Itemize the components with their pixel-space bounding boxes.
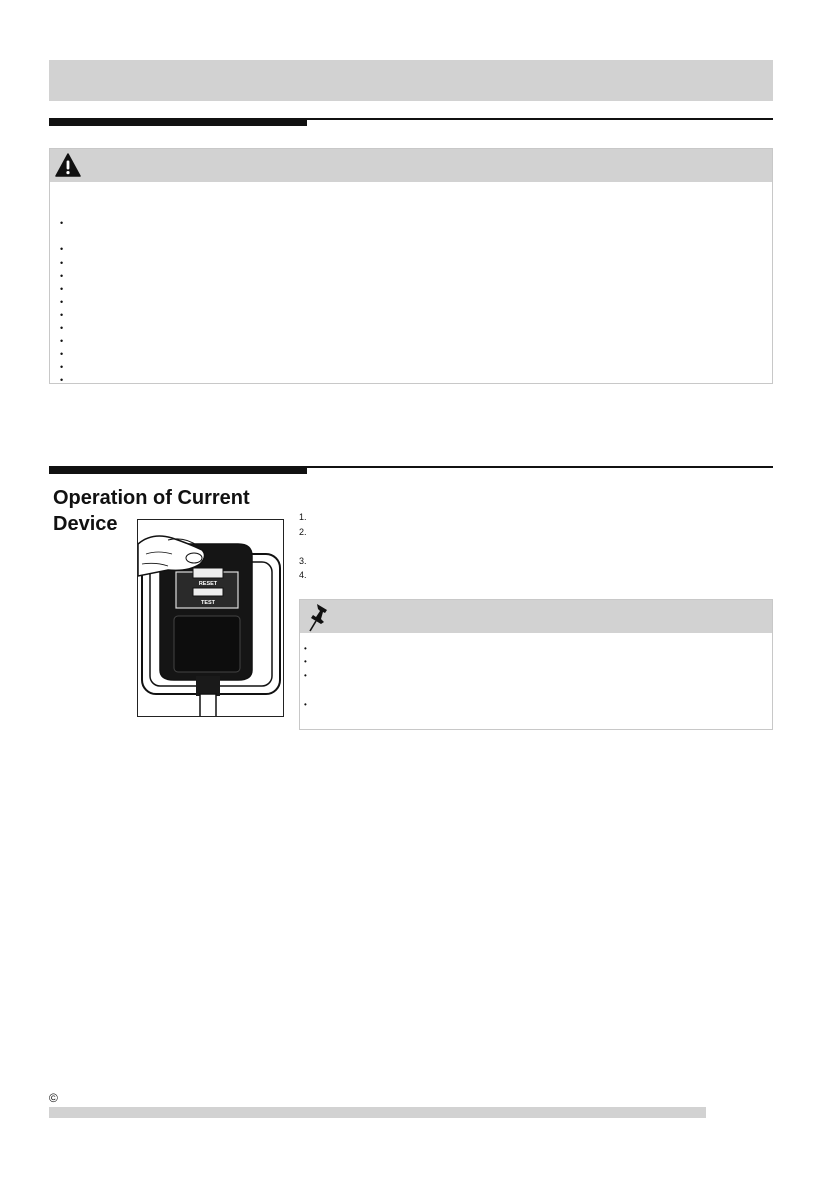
warning-bullet: • [60,218,64,228]
note-bullet: • [304,657,307,666]
copyright-symbol: © [49,1091,58,1105]
note-bullet: • [304,644,307,653]
reset-label: RESET [198,581,218,587]
warning-bullet: • [60,258,64,268]
warning-bullet: • [60,362,64,372]
note-bullet: • [304,671,307,680]
warning-bullet: • [60,349,64,359]
warning-triangle-icon [55,152,81,178]
warning-bullet: • [60,244,64,254]
pushpin-icon [308,602,332,632]
step-number: 4. [299,570,307,580]
heading-line-1: Operation of Current [53,487,250,509]
page-header-banner [49,60,773,101]
note-bullet: • [304,700,307,709]
step-number: 3. [299,556,307,566]
warning-box [49,148,773,384]
gfci-plug-illustration [137,519,284,717]
note-header [300,600,772,633]
section-divider [49,466,773,474]
warning-bullet: • [60,284,64,294]
warning-bullet: • [60,297,64,307]
test-label: TEST [200,600,216,606]
warning-header [50,149,772,182]
warning-bullet: • [60,323,64,333]
warning-bullet: • [60,310,64,320]
footer-bar [49,1107,706,1118]
warning-bullet: • [60,271,64,281]
heading-line-2: Device [53,513,118,535]
section-divider [49,118,773,126]
note-box [299,599,773,730]
warning-bullet: • [60,336,64,346]
step-number: 1. [299,512,307,522]
step-number: 2. [299,527,307,537]
warning-bullet: • [60,375,64,385]
